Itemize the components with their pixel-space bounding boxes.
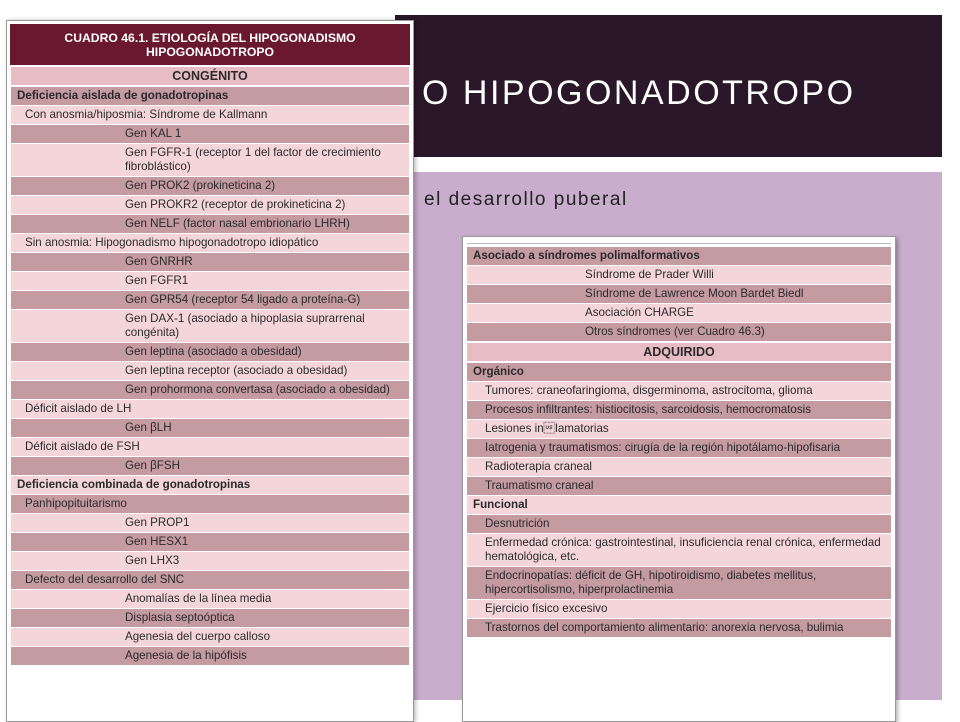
table-row: Síndrome de Prader Willi [467, 266, 891, 284]
table-row: Displasia septoóptica [11, 609, 409, 627]
table-row: Gen βFSH [11, 457, 409, 475]
table-row: Lesiones in lamatorias [467, 420, 891, 438]
table-rows-a [463, 247, 895, 341]
table-row: Tumores: craneofaringioma, disgerminoma, astrocitoma, glioma [467, 382, 891, 400]
table-row: Gen prohormona convertasa (asociado a obesidad) [11, 381, 409, 399]
table-row: Gen FGFR1 [11, 272, 409, 290]
table-row: Con anosmia/hiposmia: Síndrome de Kallmann [11, 106, 409, 124]
table-row: Endocrinopatías: déficit de GH, hipotiroidismo, diabetes mellitus, hipercortisolismo, hiperprolactinemia [467, 567, 891, 599]
etiology-table-left [6, 20, 414, 722]
table-row: Traumatismo craneal [467, 477, 891, 495]
table-row: Procesos infiltrantes: histiocitosis, sarcoidosis, hemocromatosis [467, 401, 891, 419]
table-row: Ejercicio físico excesivo [467, 600, 891, 618]
table-row: Sin anosmia: Hipogonadismo hipogonadotropo idiopático [11, 234, 409, 252]
table-row: Funcional [467, 496, 891, 514]
table-row: Asociación CHARGE [467, 304, 891, 322]
table-row: Gen PROP1 [11, 514, 409, 532]
table-row: Gen GNRHR [11, 253, 409, 271]
clipped-row [467, 237, 891, 244]
table-row: Desnutrición [467, 515, 891, 533]
table-row: Defecto del desarrollo del SNC [11, 571, 409, 589]
table-row: Gen FGFR-1 (receptor 1 del factor de crecimiento fibroblástico) [11, 144, 409, 176]
table-row: Gen GPR54 (receptor 54 ligado a proteína-G) [11, 291, 409, 309]
table-row: Iatrogenia y traumatismos: cirugía de la región hipotálamo-hipofisaria [467, 439, 891, 457]
slide-subtitle: el desarrollo puberal [424, 189, 628, 210]
table-row: Gen HESX1 [11, 533, 409, 551]
table-row: Deficiencia combinada de gonadotropinas [11, 476, 409, 494]
table-row: Déficit aislado de LH [11, 400, 409, 418]
etiology-table-right [462, 236, 896, 722]
table-row: Gen NELF (factor nasal embrionario LHRH) [11, 215, 409, 233]
table-row: Gen PROKR2 (receptor de prokineticina 2) [11, 196, 409, 214]
table-row: Deficiencia aislada de gonadotropinas [11, 87, 409, 105]
table-rows [7, 87, 413, 665]
table-row: Síndrome de Lawrence Moon Bardet Biedl [467, 285, 891, 303]
slide-title: O HIPOGONADOTROPO [422, 74, 856, 112]
table-row: Trastornos del comportamiento alimentario: anorexia nervosa, bulimia [467, 619, 891, 637]
table-row: Asociado a síndromes polimalformativos [467, 247, 891, 265]
table-row: Radioterapia craneal [467, 458, 891, 476]
table-row: Orgánico [467, 363, 891, 381]
section-header-congenito: CONGÉNITO [11, 67, 409, 85]
table-row: Otros síndromes (ver Cuadro 46.3) [467, 323, 891, 341]
table-row: Gen LHX3 [11, 552, 409, 570]
table-rows-b [463, 363, 895, 637]
table-row: Agenesia de la hipófisis [11, 647, 409, 665]
table-row: Gen leptina receptor (asociado a obesidad) [11, 362, 409, 380]
table-row: Gen PROK2 (prokineticina 2) [11, 177, 409, 195]
table-row: Anomalías de la línea media [11, 590, 409, 608]
section-header-adquirido: ADQUIRIDO [467, 343, 891, 361]
table-row: Panhipopituitarismo [11, 495, 409, 513]
table-row: Gen leptina (asociado a obesidad) [11, 343, 409, 361]
table-row: Enfermedad crónica: gastrointestinal, insuficiencia renal crónica, enfermedad hematológica, etc. [467, 534, 891, 566]
table-row: Gen βLH [11, 419, 409, 437]
table-row: Agenesia del cuerpo calloso [11, 628, 409, 646]
table-heading: CUADRO 46.1. ETIOLOGÍA DEL HIPOGONADISMO HIPOGONADOTROPO [10, 24, 410, 65]
table-row: Déficit aislado de FSH [11, 438, 409, 456]
table-row: Gen DAX-1 (asociado a hipoplasia suprarrenal congénita) [11, 310, 409, 342]
table-row: Gen KAL 1 [11, 125, 409, 143]
